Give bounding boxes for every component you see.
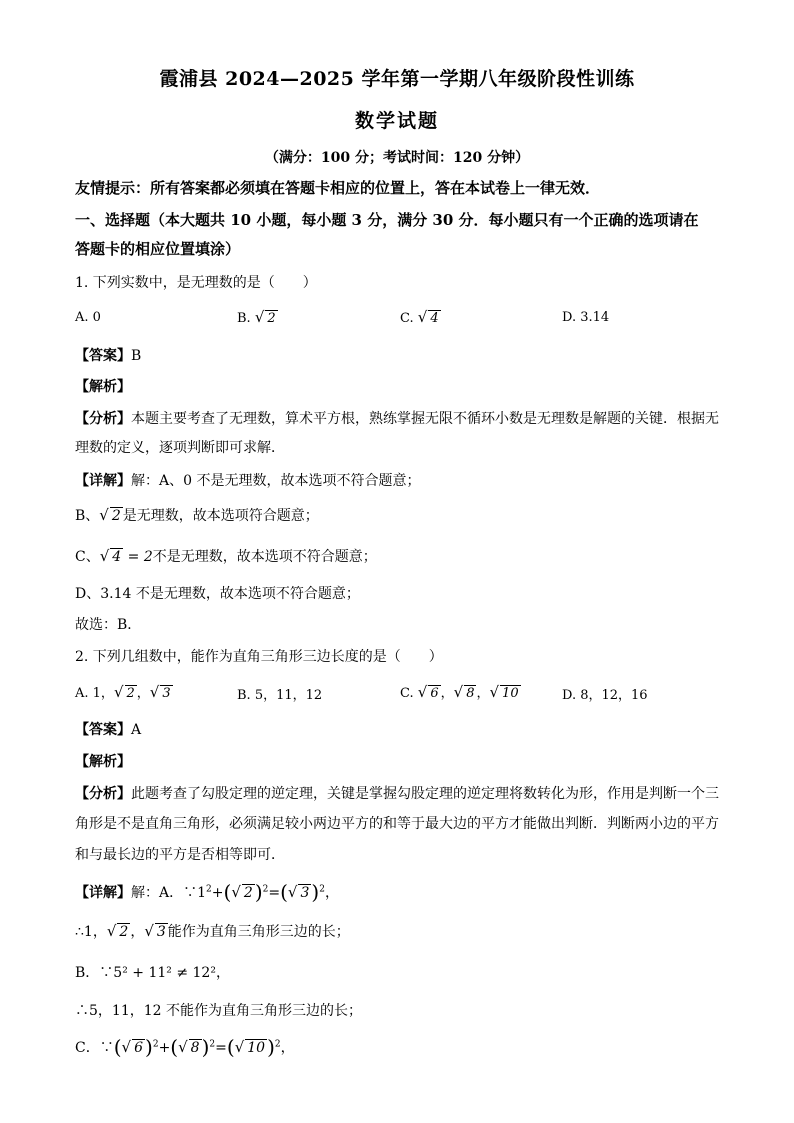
q2-detail-a-prefix: 解：A．∵ [131, 885, 198, 901]
q2-option-a-rad2: 3 [162, 686, 171, 701]
sqrt-symbol: √ [121, 1038, 132, 1056]
q1-detail-line1 [75, 470, 725, 490]
q1-detail3-text: 不是无理数，故本选项不符合题意； [152, 549, 377, 565]
exam-title: 霞浦县 2024—2025 学年第一学期八年级阶段性训练 [159, 68, 635, 90]
exponent: 2 [152, 1039, 159, 1050]
paren-close: ) [201, 1035, 210, 1059]
q1-option-b [237, 308, 278, 326]
q2-fenxi-text1: 此题考查了勾股定理的逆定理，关键是掌握勾股定理的逆定理将数转化为形，作用是判断一个三 [131, 786, 719, 802]
q2-answer-value: A [131, 722, 142, 738]
sqrt-symbol: √ [489, 683, 500, 701]
q1-detail-line4: D、3.14 不是无理数，故本选项不符合题意； [75, 586, 360, 602]
detail-tag: 【详解】 [75, 885, 131, 901]
sqrt-symbol: √ [178, 1038, 188, 1056]
paren-open: ( [280, 880, 288, 904]
q2-option-a-prefix: A. 1， [75, 686, 114, 701]
q1-detail3-radicand: 4 [112, 549, 122, 565]
q1-option-c-radicand: 4 [430, 311, 439, 326]
exam-meta: （满分：100 分；考试时间：120 分钟） [264, 150, 530, 166]
detail-tag: 【详解】 [75, 473, 131, 489]
paren-close: ) [267, 1035, 275, 1059]
exponent: 2 [262, 884, 269, 895]
equals-sign: = [215, 1040, 227, 1056]
sqrt-symbol: √ [99, 506, 109, 524]
q2-option-b: B. 5，11，12 [237, 688, 323, 703]
q2-detail-b [75, 962, 725, 982]
section1-heading-line2: 答题卡的相应位置填涂） [75, 240, 241, 258]
q2-option-c-rad2: 8 [466, 686, 475, 701]
paren-close: ) [311, 880, 320, 904]
sqrt-symbol: √ [254, 308, 265, 326]
sqrt-symbol: √ [287, 883, 298, 901]
q1-detail2-text: 是无理数，故本选项符合题意； [122, 508, 319, 524]
fenxi-tag: 【分析】 [75, 411, 131, 427]
q1-conclusion: 故选：B． [75, 617, 142, 633]
q1-analysis-tag: 【解析】 [75, 379, 131, 395]
q2-detail-a2 [75, 921, 725, 941]
q2-detail-a2-rad1: 2 [119, 924, 129, 940]
q2-option-c-sep1: ， [440, 686, 454, 701]
q2-detail-c [75, 1035, 725, 1059]
q1-option-a: A. 0 [75, 310, 101, 325]
q2-detail-b-expr: 5² + 11² ≠ 12² [113, 965, 216, 981]
sqrt-symbol: √ [453, 683, 464, 701]
q2-answer [75, 719, 725, 739]
q2-analysis-tag: 【解析】 [75, 754, 131, 770]
q2-detail-a [75, 880, 725, 904]
q1-answer-value: B [131, 348, 142, 364]
q1-option-b-label: B. [237, 311, 251, 326]
q1-stem: 1. 下列实数中，是无理数的是（ ） [75, 275, 317, 291]
comma: ， [324, 885, 339, 901]
exponent: 2 [319, 884, 325, 895]
q1-detail3-equals: = 2 [123, 549, 153, 565]
q1-detail2-radicand: 2 [111, 508, 121, 524]
exam-subject: 数学试题 [354, 110, 439, 132]
q2-option-c [400, 682, 521, 701]
answer-tag: 【答案】 [75, 722, 131, 738]
sqrt-symbol: √ [417, 308, 428, 326]
exponent: 2 [274, 1039, 281, 1050]
sqrt-symbol: √ [99, 547, 110, 565]
q1-detail-text1: 解：A、0 不是无理数，故本选项不符合题意； [131, 473, 421, 489]
q1-answer [75, 345, 725, 365]
q2-detail-a-term1: 1 [197, 885, 207, 901]
section1-heading-line1: 一、选择题（本大题共 10 小题，每小题 3 分，满分 30 分．每小题只有一个正确的选项请在 [75, 211, 699, 229]
sqrt-symbol: √ [417, 683, 428, 701]
q2-detail-a2-sep: ， [130, 924, 145, 940]
paren-open: ( [226, 1035, 235, 1059]
q1-fenxi-line2: 理数的定义，逐项判断即可求解． [75, 440, 285, 456]
q1-detail-line2 [75, 505, 725, 525]
paren-open: ( [223, 880, 232, 904]
paren-open: ( [170, 1035, 179, 1059]
comma: ， [215, 965, 230, 981]
sqrt-symbol: √ [149, 683, 160, 701]
paren-open: ( [113, 1035, 122, 1059]
q2-fenxi-line2: 角形是不是直角三角形，必须满足较小两边平方的和等于最大边的平方才能做出判断．判断两小边的平方 [75, 816, 719, 832]
q2-stem: 2. 下列几组数中，能作为直角三角形三边长度的是（ ） [75, 649, 443, 665]
q1-option-c [400, 308, 441, 326]
plus-sign: + [158, 1040, 171, 1056]
q2-detail-a2-text: 能作为直角三角形三边的长； [167, 924, 350, 940]
paren-close: ) [145, 1035, 153, 1059]
q2-detail-b-prefix: B．∵ [75, 965, 114, 981]
q2-option-a-sep: ， [136, 686, 150, 701]
q2-detail-b2: ∴5，11，12 不能作为直角三角形三边的长； [75, 1003, 362, 1019]
q1-detail2-prefix: B、 [75, 508, 100, 524]
q2-detail-c-rad1: 6 [134, 1040, 144, 1056]
exponent: 2 [206, 884, 212, 895]
sqrt-symbol: √ [231, 883, 241, 901]
paren-close: ) [254, 880, 263, 904]
q2-option-c-rad1: 6 [430, 686, 439, 701]
answer-tag: 【答案】 [75, 348, 131, 364]
q2-detail-a-rad2: 3 [300, 885, 310, 901]
q1-option-d: D. 3.14 [562, 310, 610, 325]
q2-detail-a2-prefix: ∴1， [75, 924, 107, 940]
equals-sign: = [268, 885, 281, 901]
sqrt-symbol: √ [144, 922, 154, 940]
q2-fenxi-line1 [75, 783, 725, 803]
q2-fenxi-line3: 和与最长边的平方是否相等即可． [75, 847, 285, 863]
fenxi-tag: 【分析】 [75, 786, 131, 802]
q1-fenxi-line1 [75, 408, 725, 428]
q2-option-d: D. 8，12，16 [562, 688, 648, 703]
q1-detail3-prefix: C、 [75, 549, 100, 565]
comma: ， [280, 1040, 295, 1056]
q1-option-c-label: C. [400, 311, 414, 326]
sqrt-symbol: √ [234, 1038, 245, 1056]
sqrt-symbol: √ [113, 683, 124, 701]
q2-option-c-rad3: 10 [502, 686, 519, 701]
q1-fenxi-text1: 本题主要考查了无理数，算术平方根，熟练掌握无限不循环小数是无理数是解题的关键．根据无 [131, 411, 719, 427]
q2-detail-c-prefix: C．∵ [75, 1040, 114, 1056]
q2-detail-a2-rad2: 3 [156, 924, 166, 940]
q2-detail-c-rad2: 8 [190, 1040, 200, 1056]
exponent: 2 [209, 1039, 216, 1050]
q2-detail-a-rad1: 2 [243, 885, 253, 901]
q2-detail-c-rad3: 10 [247, 1040, 266, 1056]
q2-option-c-prefix: C. [400, 686, 414, 701]
q2-option-a-rad1: 2 [126, 686, 135, 701]
sqrt-symbol: √ [106, 922, 117, 940]
q1-detail-line3 [75, 546, 725, 566]
notice: 友情提示：所有答案都必须填在答题卡相应的位置上，答在本试卷上一律无效． [75, 179, 601, 197]
q1-option-b-radicand: 2 [267, 311, 276, 326]
q2-option-c-sep2: ， [476, 686, 490, 701]
plus-sign: + [211, 885, 224, 901]
q2-option-a [75, 682, 173, 701]
